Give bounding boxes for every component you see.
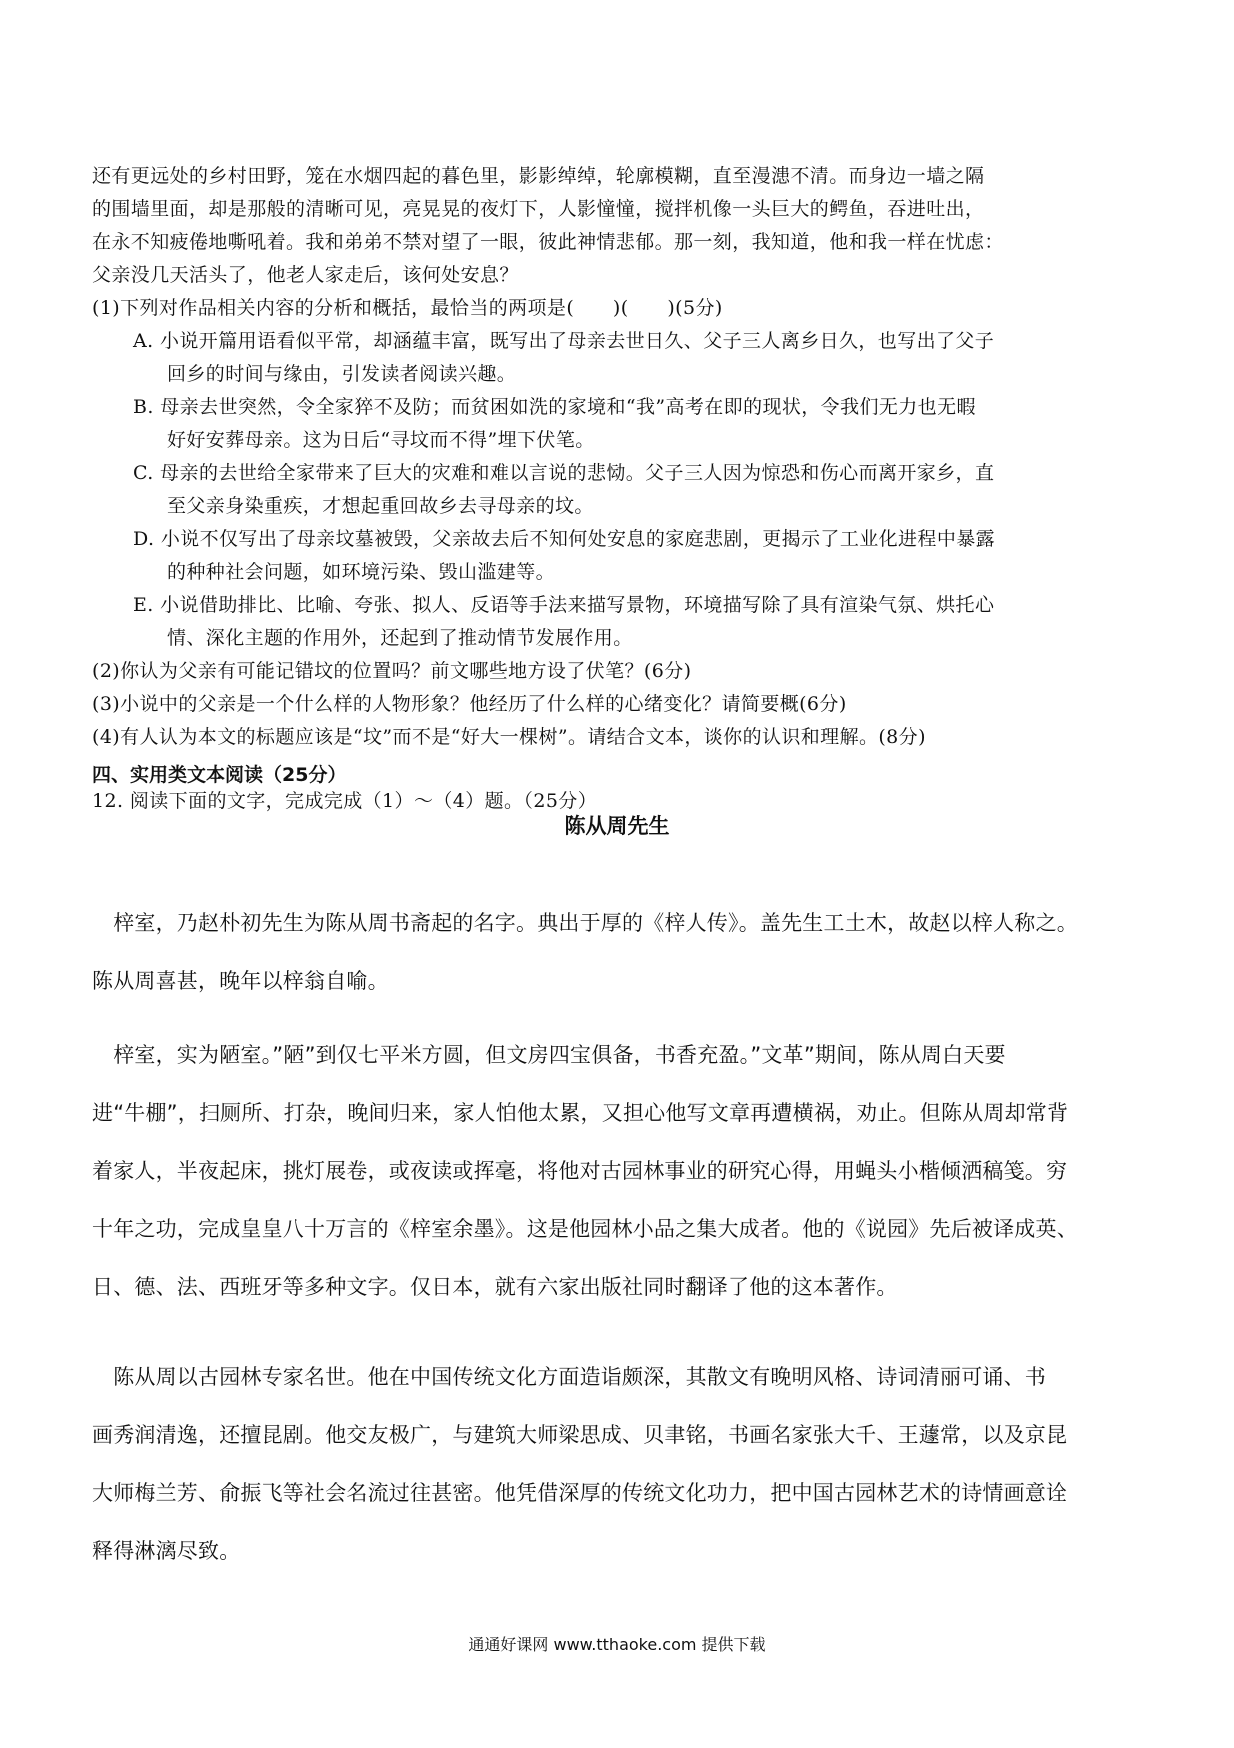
option-d xyxy=(133,523,1123,589)
option-line: E. 小说借助排比、比喻、夸张、拟人、反语等手法来描写景物，环境描写除了具有渲染气氛、烘托心 xyxy=(133,594,995,616)
article-line: 着家人，半夜起床，挑灯展卷，或夜读或挥毫，将他对古园林事业的研究心得，用蝇头小楷倾洒稿笺。穷 xyxy=(92,1159,1068,1183)
option-line: 至父亲身染重疾，才想起重回故乡去寻母亲的坟。 xyxy=(167,495,594,517)
article-paragraph xyxy=(92,1348,1127,1580)
option-line: B. 母亲去世突然，令全家猝不及防；而贫困如洗的家境和“我”高考在即的现状，令我们无力也无暇 xyxy=(133,396,976,418)
article-line: 日、德、法、西班牙等多种文字。仅日本，就有六家出版社同时翻译了他的这本著作。 xyxy=(92,1275,898,1299)
option-line: 好好安葬母亲。这为日后“寻坟而不得”埋下伏笔。 xyxy=(167,429,595,451)
option-line: C. 母亲的去世给全家带来了巨大的灾难和难以言说的悲恸。父子三人因为惊恐和伤心而离开家乡，直 xyxy=(133,462,995,484)
article-line: 大师梅兰芳、俞振飞等社会名流过往甚密。他凭借深厚的传统文化功力，把中国古园林艺术的诗情画意诠 xyxy=(92,1481,1068,1505)
question-1-stem: (1)下列对作品相关内容的分析和概括，最恰当的两项是( )( )(5分) xyxy=(92,297,723,319)
option-line: 回乡的时间与缘由，引发读者阅读兴趣。 xyxy=(167,363,517,385)
option-line: D. 小说不仅写出了母亲坟墓被毁，父亲故去后不知何处安息的家庭悲剧，更揭示了工业化进程中暴露 xyxy=(133,528,996,550)
article-paragraph xyxy=(92,894,1127,1010)
article-line: 进“牛棚”，扫厕所、打杂，晚间归来，家人怕他太累，又担心他写文章再遭横祸，劝止。但陈从周却常背 xyxy=(92,1101,1069,1125)
article-line: 画秀润清逸，还擅昆剧。他交友极广，与建筑大师梁思成、贝聿铭，书画名家张大千、王蘧常，以及京昆 xyxy=(92,1423,1068,1447)
option-line: 情、深化主题的作用外，还起到了推动情节发展作用。 xyxy=(167,627,633,649)
passage-line: 在永不知疲倦地嘶吼着。我和弟弟不禁对望了一眼，彼此神情悲郁。那一刻，我知道，他和我一样在忧虑： xyxy=(92,231,1004,253)
option-line: A. 小说开篇用语看似平常，却涵蕴丰富，既写出了母亲去世日久、父子三人离乡日久，也写出了父子 xyxy=(133,330,995,352)
article-line: 梓室，乃赵朴初先生为陈从周书斋起的名字。典出于厚的《梓人传》。盖先生工土木，故赵以梓人称之。 xyxy=(92,911,1078,935)
passage-line: 的围墙里面，却是那般的清晰可见，亮晃晃的夜灯下，人影憧憧，搅拌机像一头巨大的鳄鱼，吞进吐出， xyxy=(92,198,985,220)
passage-line: 还有更远处的乡村田野，笼在水烟四起的暮色里，影影绰绰，轮廓模糊，直至漫漶不清。而身边一墙之隔 xyxy=(92,165,985,187)
article-title: 陈从周先生 xyxy=(564,814,670,838)
article-line: 梓室，实为陋室。”陋”到仅七平米方圆，但文房四宝俱备，书香充盈。”文革”期间，陈从周白天要 xyxy=(92,1043,1006,1067)
option-a xyxy=(133,325,1123,391)
question-3: (3)小说中的父亲是一个什么样的人物形象？他经历了什么样的心绪变化？请简要概(6分) xyxy=(92,693,847,715)
question-2: (2)你认为父亲有可能记错坟的位置吗？前文哪些地方设了伏笔？(6分) xyxy=(92,660,692,682)
option-b xyxy=(133,391,1123,457)
section-4-title: 四、实用类文本阅读（25分） xyxy=(92,764,347,786)
article-paragraph xyxy=(92,1026,1127,1316)
option-c xyxy=(133,457,1123,523)
passage-tail xyxy=(92,160,1122,292)
article-line: 陈从周以古园林专家名世。他在中国传统文化方面造诣颇深，其散文有晚明风格、诗词清丽可诵、书 xyxy=(92,1365,1046,1389)
article-line: 十年之功，完成皇皇八十万言的《梓室余墨》。这是他园林小品之集大成者。他的《说园》先后被译成英、 xyxy=(92,1217,1078,1241)
question-4: (4)有人认为本文的标题应该是“坟”而不是“好大一棵树”。请结合文本，谈你的认识和理解。(8分) xyxy=(92,726,926,748)
option-e xyxy=(133,589,1123,655)
article-line: 陈从周喜甚，晚年以梓翁自喻。 xyxy=(92,969,389,993)
passage-line: 父亲没几天活头了，他老人家走后，该何处安息？ xyxy=(92,264,519,286)
article-line: 释得淋漓尽致。 xyxy=(92,1539,241,1563)
option-line: 的种种社会问题，如环境污染、毁山滥建等。 xyxy=(167,561,556,583)
page-footer: 通通好课网 www.tthaoke.com 提供下载 xyxy=(468,1635,766,1654)
question-12: 12. 阅读下面的文字，完成完成（1）～（4）题。（25分） xyxy=(92,790,598,812)
